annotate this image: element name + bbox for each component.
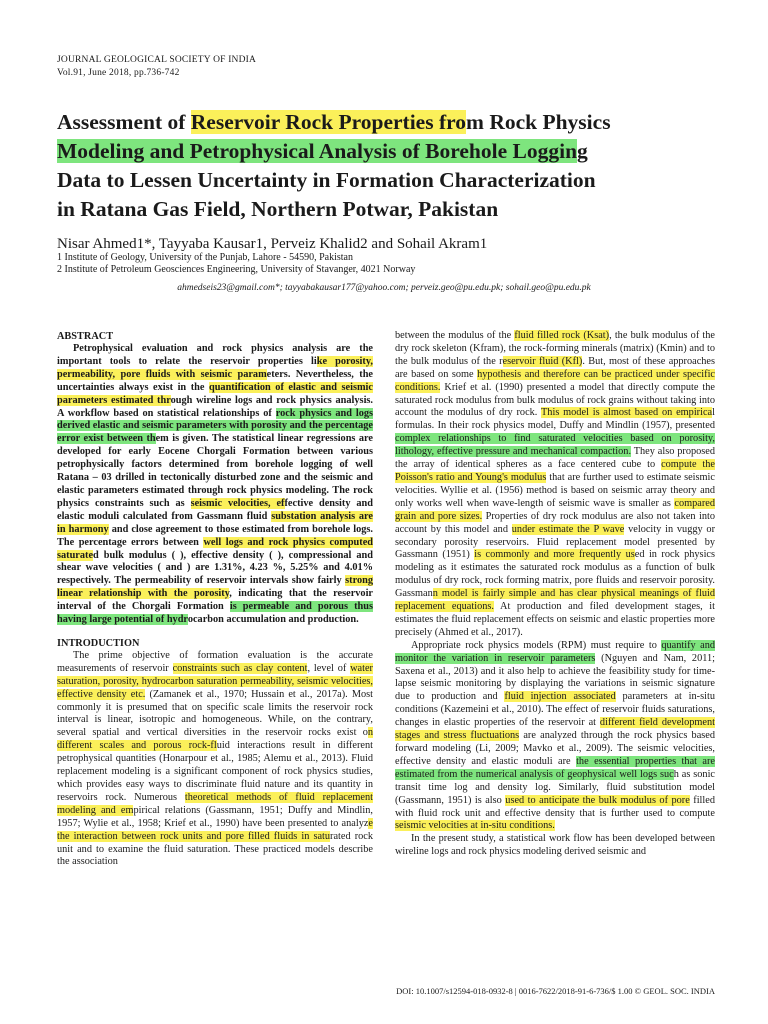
text-run: The prime objective of formation evaluation is the accurate measurements of reservoir: [57, 649, 373, 674]
yellow-highlight: n different scales and porous rock-fl: [57, 727, 373, 752]
text-run: fective density and elastic moduli calculated from Gassmann fluid: [57, 497, 374, 522]
text-run: pirical relations (Gassmann, 1951; Duffy and Mindlin, 1957; Wylie et al., 1958; Krief et al., 1990) have been presented to analyz: [57, 804, 373, 829]
title-line: [57, 166, 727, 195]
green-highlight: rock physics and logs derived elastic and seismic parameters with porosity and the percentage error exist between th: [57, 407, 373, 445]
text-run: in Ratana Gas Field, Northern Potwar, Pakistan: [57, 197, 499, 221]
yellow-highlight: under estimate the P wave: [511, 523, 625, 535]
text-run: velocity in vuggy or secondary porosity reservoirs. Fluid replacement model presented by Gassmann (1951): [395, 523, 716, 561]
text-run: Petrophysical evaluation and rock physics analysis are the important tools to relate the reservoir properties li: [57, 343, 373, 367]
text-run: Appropriate rock physics models (RPM) must require to: [411, 639, 662, 651]
text-run: em is given. The statistical linear regressions are developed for early Eocene Chorgali Formation between various petrophysically factors determined from borehole logging of well Ratana – 03 drilled in tectonically disturbed zone and the seismic and elastic parameters estimated through rock physics modeling. The rock physics constraints such as: [57, 433, 373, 509]
text-run: . But, most of these approaches are based on some: [395, 355, 716, 380]
introduction-heading: INTRODUCTION: [57, 637, 140, 649]
yellow-highlight: fluid filled rock (Ksat): [514, 330, 610, 341]
yellow-highlight: quantification of elastic and seismic parameters estimated thr: [57, 381, 373, 406]
text-run: , the bulk modulus of the dry rock skeleton (Kfram), the rock-forming minerals (matrix) (Kmin) and to the bulk modulus of the r: [395, 330, 715, 367]
journal-name: JOURNAL GEOLOGICAL SOCIETY OF INDIA: [57, 55, 257, 65]
yellow-highlight: substation analysis are in harmony: [57, 510, 373, 535]
text-run: At production and filed development stages, it estimates the fluid replacement effects on seismic and elastic properties more precisely (Ahmed et al., 2017).: [395, 601, 715, 638]
yellow-highlight: ke porosity, permeability, pore fluids with seismic param: [57, 355, 373, 380]
text-run: ough wireline logs and rock physics analysis. A workflow based on statistical relationships of: [57, 394, 374, 419]
yellow-highlight: e the interaction between rock units and pore filled fluids in satu: [57, 817, 373, 842]
green-highlight: Modeling and Petrophysical Analysis of Borehole Loggin: [57, 139, 578, 163]
abstract-body: [57, 343, 373, 627]
green-highlight: the essential properties that are estimated from the numerical analysis of geophysical well logs suc: [395, 755, 715, 780]
text-run: (Nguyen and Nam, 2011; Saxena et al., 2013) and it also help to achieve the feasibility study for time-lapse seismic monitoring by displaying the variations in seismic signature due to production and: [395, 652, 715, 703]
text-run: Properties of dry rock modulus are also not taken into account by this model and: [395, 510, 715, 535]
title-line: [57, 195, 727, 224]
right-paragraph-2: [395, 640, 715, 834]
text-run: parameters at in-situ conditions (Kazemeini et al., 2010). The effect of reservoir fluids saturations, changes in elastic properties of the reservoir at: [395, 691, 715, 729]
yellow-highlight: hypothesis and therefore can be practiced under specific conditions.: [395, 368, 716, 393]
text-run: g: [577, 139, 588, 163]
affiliation-2: 2 Institute of Petroleum Geosciences Engineering, University of Stavanger, 4021 Norway: [57, 264, 416, 275]
text-run: ed in rock physics modeling as it estimates the saturated rock modulus as a function of bulk modulus of dry rock, rock forming matrix, pore fluids and reservoir porosity. Gassman: [395, 549, 716, 600]
author-list: Nisar Ahmed1*, Tayyaba Kausar1, Perveiz Khalid2 and Sohail Akram1: [57, 236, 488, 252]
text-run: Assessment of: [57, 110, 191, 134]
yellow-highlight: well logs and rock physics computed saturate: [57, 536, 373, 561]
yellow-highlight: strong linear relationship with the porosity: [57, 575, 373, 600]
yellow-highlight: theoretical methods of fluid replacement modeling and em: [57, 791, 373, 816]
text-run: filled with fluid rock unit and effective density that is further used to compute: [395, 794, 715, 819]
yellow-highlight: n model is fairly simple and has clear physical meanings of fluid replacement equations.: [395, 588, 715, 613]
yellow-highlight: water saturation, porosity, hydrocarbon saturation permeability, seismic velocities, effective density etc.: [57, 662, 373, 700]
doi-footer: DOI: 10.1007/s12594-018-0932-8 | 0016-7622/2018-91-6-736/$ 1.00 © GEOL. SOC. INDIA: [396, 986, 715, 996]
title-line: [57, 137, 727, 166]
yellow-highlight: fluid injection associated: [504, 691, 616, 703]
yellow-highlight: compared grain and pore sizes.: [395, 497, 715, 522]
yellow-highlight: Reservoir Rock Properties fro: [190, 110, 467, 134]
text-run: They also proposed the array of identical spheres as a face centered cube to: [395, 446, 716, 471]
yellow-highlight: eservoir fluid (Kfl): [502, 355, 583, 367]
right-paragraph-1: [395, 330, 715, 640]
right-paragraph-3: [395, 833, 715, 859]
text-run: rated rock unit and to examine the fluid saturation. These practiced models describe the association: [57, 830, 374, 868]
introduction-body: [57, 650, 373, 869]
text-run: d bulk modulus ( ), effective density ( ), compressional and shear wave velocities ( and ) are 1.31%, 4.23 %, 5.25% and 4.01% respectively. The permeability of reservoir intervals show fairly: [57, 549, 373, 587]
yellow-highlight: constraints such as clay content: [172, 662, 308, 674]
text-run: , indicating that the reservoir interval of the Chorgali Formation: [57, 588, 374, 613]
text-run: (Zamanek et al., 1970; Hussain et al., 2017a). Most commonly it is presumed that on specific scale limits the reservoir rock interval is linear, isotropic and homogeneous. While, on the contrary, several spatial and vertical diversities in the reservoir rocks exist o: [57, 688, 373, 739]
affiliations: [57, 252, 415, 276]
yellow-highlight: seismic velocities, ef: [190, 497, 285, 509]
author-emails: ahmedseis23@gmail.com*; tayyabakausar177@yahoo.com; perveiz.geo@pu.edu.pk; sohail.geo@pu.edu.pk: [177, 283, 591, 293]
text-run: between the modulus of the: [395, 330, 515, 341]
text-run: uid interactions result in different petrophysical quantities (Honarpour et al., 1985; Alemu et al., 2013). Fluid replacement modeling is a significant component of rock physics studies, which provides easy ways to discriminate fluid nature and its quantity in reservoirs rock. Numerous: [57, 740, 373, 803]
green-highlight: complex relationships to find saturated velocities based on porosity, lithology, effective pressure and mechanical compaction.: [395, 433, 715, 458]
text-run: that are further used to estimate seismic velocities. Wyllie et al. (1956) method is based on seismic array theory and only works well when wave-length of seismic wave is smaller as: [395, 471, 715, 509]
journal-volume: Vol.91, June 2018, pp.736-742: [57, 68, 180, 78]
yellow-highlight: This model is almost based on empirica: [541, 407, 713, 419]
right-column: [395, 330, 715, 859]
green-highlight: quantify and monitor the variation in reservoir parameters: [395, 639, 715, 664]
yellow-highlight: is commonly and more frequently us: [474, 549, 635, 561]
journal-header: [57, 54, 256, 80]
text-run: ocarbon accumulation and production.: [187, 614, 359, 626]
left-column: [57, 330, 373, 869]
text-run: m Rock Physics: [466, 110, 611, 134]
text-run: Data to Lessen Uncertainty in Formation Characterization: [57, 168, 596, 192]
yellow-highlight: seismic velocities at in-situ conditions.: [395, 820, 555, 832]
paper-title: [57, 108, 727, 224]
green-highlight: is permeable and porous thus having large potential of hydr: [57, 601, 373, 626]
text-run: eters. Nevertheless, the uncertainties always exist in the: [57, 368, 373, 393]
text-run: , level of: [307, 662, 351, 674]
text-run: In the present study, a statistical work flow has been developed between wireline logs and rock physics modeling derived seismic and: [395, 833, 715, 858]
text-run: l formulas. In their rock physics model, Duffy and Mindlin (1957), presented: [395, 407, 715, 432]
text-run: h as sonic transit time log and density log. Similarly, fluid substitution model (Gassmann, 1951) is also: [395, 768, 715, 806]
yellow-highlight: different field development stages and stress fluctuations: [395, 717, 716, 742]
yellow-highlight: used to anticipate the bulk modulus of pore: [505, 794, 690, 806]
affiliation-1: 1 Institute of Geology, University of the Punjab, Lahore - 54590, Pakistan: [57, 252, 353, 263]
abstract-heading: ABSTRACT: [57, 331, 114, 342]
text-run: are analyzed through the rock physics based forward modeling (Li, 2009; Mavko et al., 2009). The seismic velocities, effective density and elastic moduli are: [395, 730, 716, 767]
text-run: Krief et al. (1990) presented a model that directly compute the saturated rock modulus from bulk modulus of rock grains without taking into account the modulus of dry rock.: [395, 381, 715, 419]
title-line: [57, 108, 727, 137]
yellow-highlight: compute the Poisson's ratio and Young's modulus: [395, 459, 715, 483]
text-run: and close agreement to those estimated from borehole logs. The percentage errors between: [57, 523, 373, 548]
